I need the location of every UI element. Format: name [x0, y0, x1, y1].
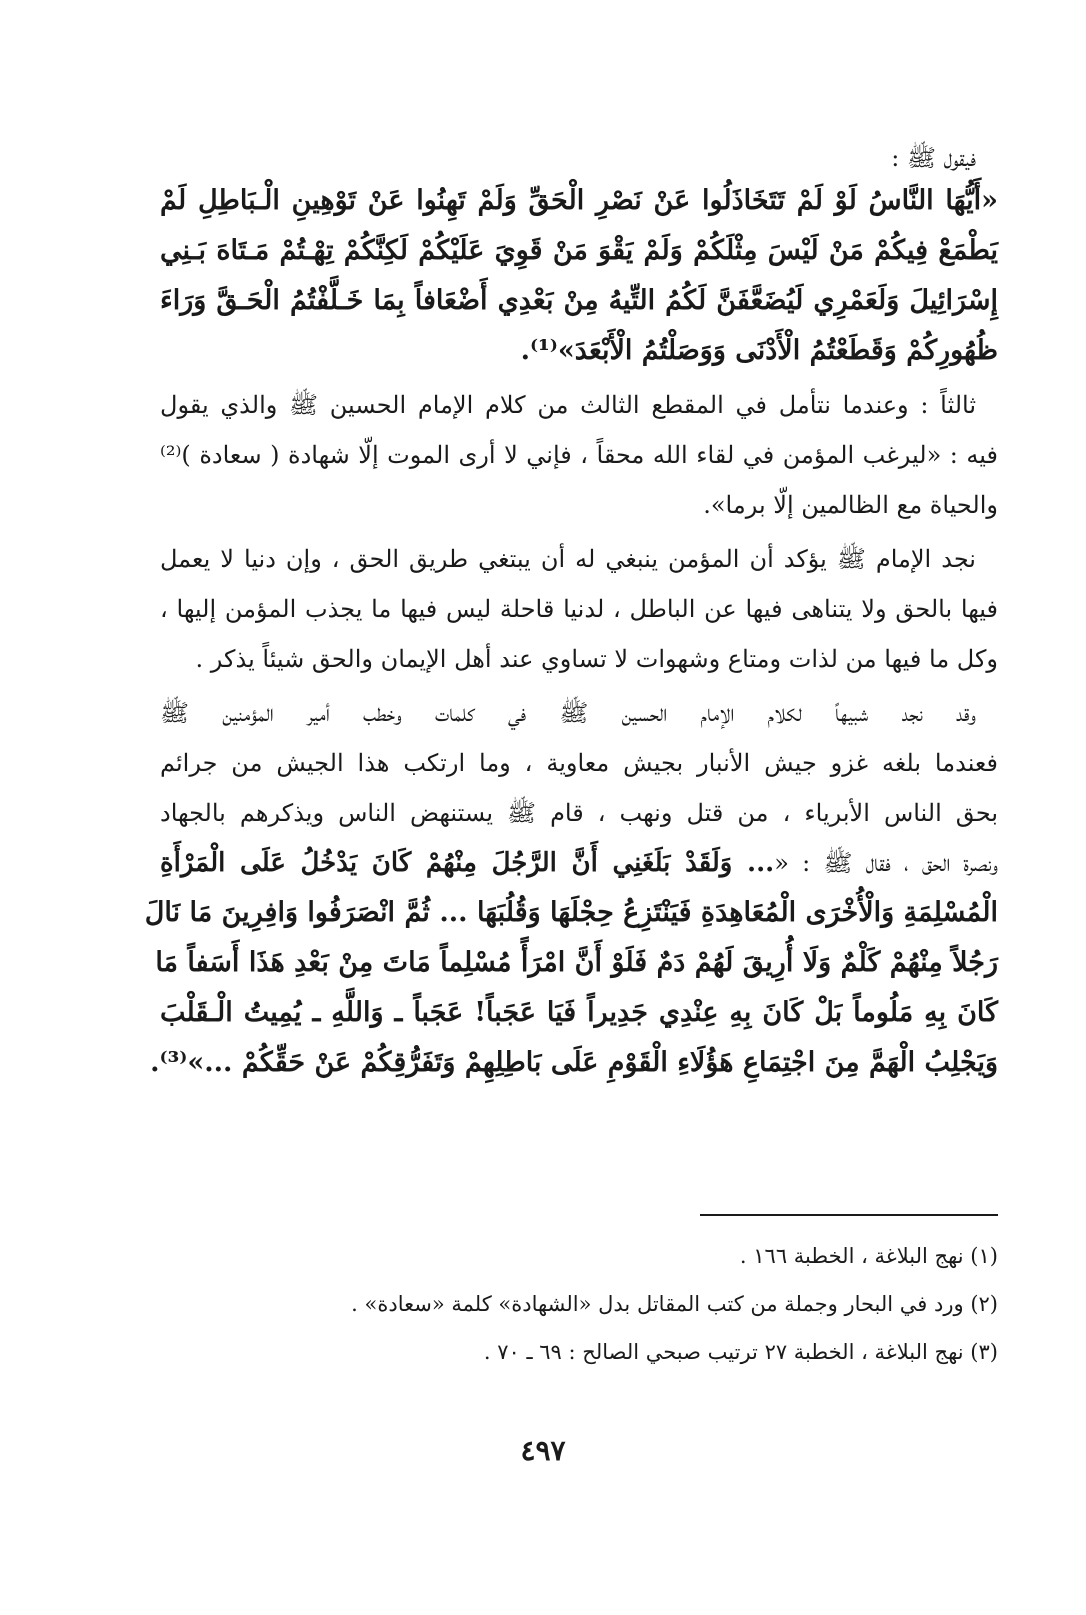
page-number: ٤٩٧ [520, 1434, 566, 1467]
mixed-prefix: ونصرة الحق ، فقال ﷺ : « [774, 849, 998, 877]
intro-line: فيقول ﷺ : [891, 144, 976, 172]
quote-line: الْمُسْلِمَةِ وَالْأُخْرَى الْمُعَاهِدَةِ فَيَنْتَزِعُ حِجْلَهَا وَقُلُبَهَا ... ثُمَّ انْصَرَفُوا وَافِرِينَ مَا نَالَ [144, 897, 998, 928]
paragraph-similar [160, 688, 998, 888]
quote-block-2 [144, 888, 998, 1088]
quote-line: وَيَجْلِبُ الْهَمَّ مِنَ اجْتِمَاعِ هَؤُلَاءِ الْقَوْمِ عَلَى بَاطِلِهِمْ وَتَفَرُّقِكُمْ عَنْ حَقِّكُمْ ...»⁽³⁾. [150, 1047, 998, 1078]
footnote-divider [700, 1214, 998, 1216]
quote-line: كَانَ بِهِ مَلُوماً بَلْ كَانَ بِهِ عِنْدِي جَدِيراً فَيَا عَجَباً! عَجَباً ـ وَاللَّهِ ـ يُمِيتُ الْـقَلْبَ [160, 997, 998, 1028]
quote-line: رَجُلاً مِنْهُمْ كَلْمٌ وَلَا أُرِيقَ لَهُمْ دَمٌ فَلَوْ أَنَّ امْرَأً مُسْلِماً مَاتَ مِنْ بَعْدِ هَذَا أَسَفاً مَا [155, 947, 998, 978]
footnote-3: (٣) نهج البلاغة ، الخطبة ٢٧ ترتيب صبحي الصالح : ٦٩ ـ ٧٠ . [483, 1340, 998, 1364]
paragraph-line: بحق الناس الأبرياء ، من قتل ونهب ، قام ﷺ يستنهض الناس ويذكرهم بالجهاد [160, 799, 998, 827]
paragraph-line: فعندما بلغه غزو جيش الأنبار بجيش معاوية ، وما ارتكب هذا الجيش من جرائم [160, 749, 998, 777]
paragraph-line: ثالثاً : وعندما نتأمل في المقطع الثالث من كلام الإمام الحسين ﷺ والذي يقول [160, 391, 976, 419]
footnotes [160, 1232, 998, 1376]
paragraph-third [160, 380, 998, 530]
paragraph-line: فيها بالحق ولا يتناهى فيها عن الباطل ، لدنيا قاحلة ليس فيها ما يجذب المؤمن إليها ، [160, 595, 998, 623]
paragraph-line: والحياة مع الظالمين إلّا برما». [703, 491, 998, 519]
quote-line: إِسْرَائِيلَ وَلَعَمْرِي لَيُضَعَّفَنَّ لَكُمُ التِّيهُ مِنْ بَعْدِي أَضْعَافاً بِمَا خَـلَّفْتُمُ الْحَـقَّ وَرَاءَ [160, 285, 998, 316]
paragraph-line: وكل ما فيها من لذات ومتاع وشهوات لا تساوي عند أهل الإيمان والحق شيئاً يذكر . [195, 645, 998, 673]
quote-line: ظُهُورِكُمْ وَقَطَعْتُمُ الْأَدْنَى وَوَصَلْتُمُ الْأَبْعَدَ»⁽¹⁾. [520, 335, 998, 366]
paragraph-line: وقد نجد شبيهاً لكلام الإمام الحسين ﷺ في كلمات وخطب أمير المؤمنين ﷺ [160, 699, 976, 727]
paragraph-line: فيه : «ليرغب المؤمن في لقاء الله محقاً ، فإني لا أرى الموت إلّا شهادة ( سعادة )⁽²⁾ [160, 441, 998, 469]
quote-line: «أَيُّهَا النَّاسُ لَوْ لَمْ تَتَخَاذَلُوا عَنْ نَصْرِ الْحَقِّ وَلَمْ تَهِنُوا عَنْ تَوْهِينِ الْـبَاطِلِ لَمْ [160, 185, 998, 216]
footnote-1: (١) نهج البلاغة ، الخطبة ١٦٦ . [739, 1244, 998, 1268]
paragraph-line: نجد الإمام ﷺ يؤكد أن المؤمن ينبغي له أن يبتغي طريق الحق ، وإن دنيا لا يعمل [160, 545, 976, 573]
footnote-2: (٢) ورد في البحار وجملة من كتب المقاتل بدل «الشهادة» كلمة «سعادة» . [351, 1292, 998, 1316]
mixed-quote: ... وَلَقَدْ بَلَغَنِي أَنَّ الرَّجُلَ مِنْهُمْ كَانَ يَدْخُلُ عَلَى الْمَرْأَةِ [160, 848, 775, 878]
quote-line: يَطْمَعْ فِيكُمْ مَنْ لَيْسَ مِثْلَكُمْ وَلَمْ يَقْوَ مَنْ قَوِيَ عَلَيْكُمْ لَكِنَّكُمْ تِهْـتُمْ مَـتَاهَ بَـنِي [160, 235, 998, 266]
mixed-line [160, 838, 998, 888]
paragraph-imam [160, 534, 998, 684]
quote-block-1 [160, 176, 998, 376]
